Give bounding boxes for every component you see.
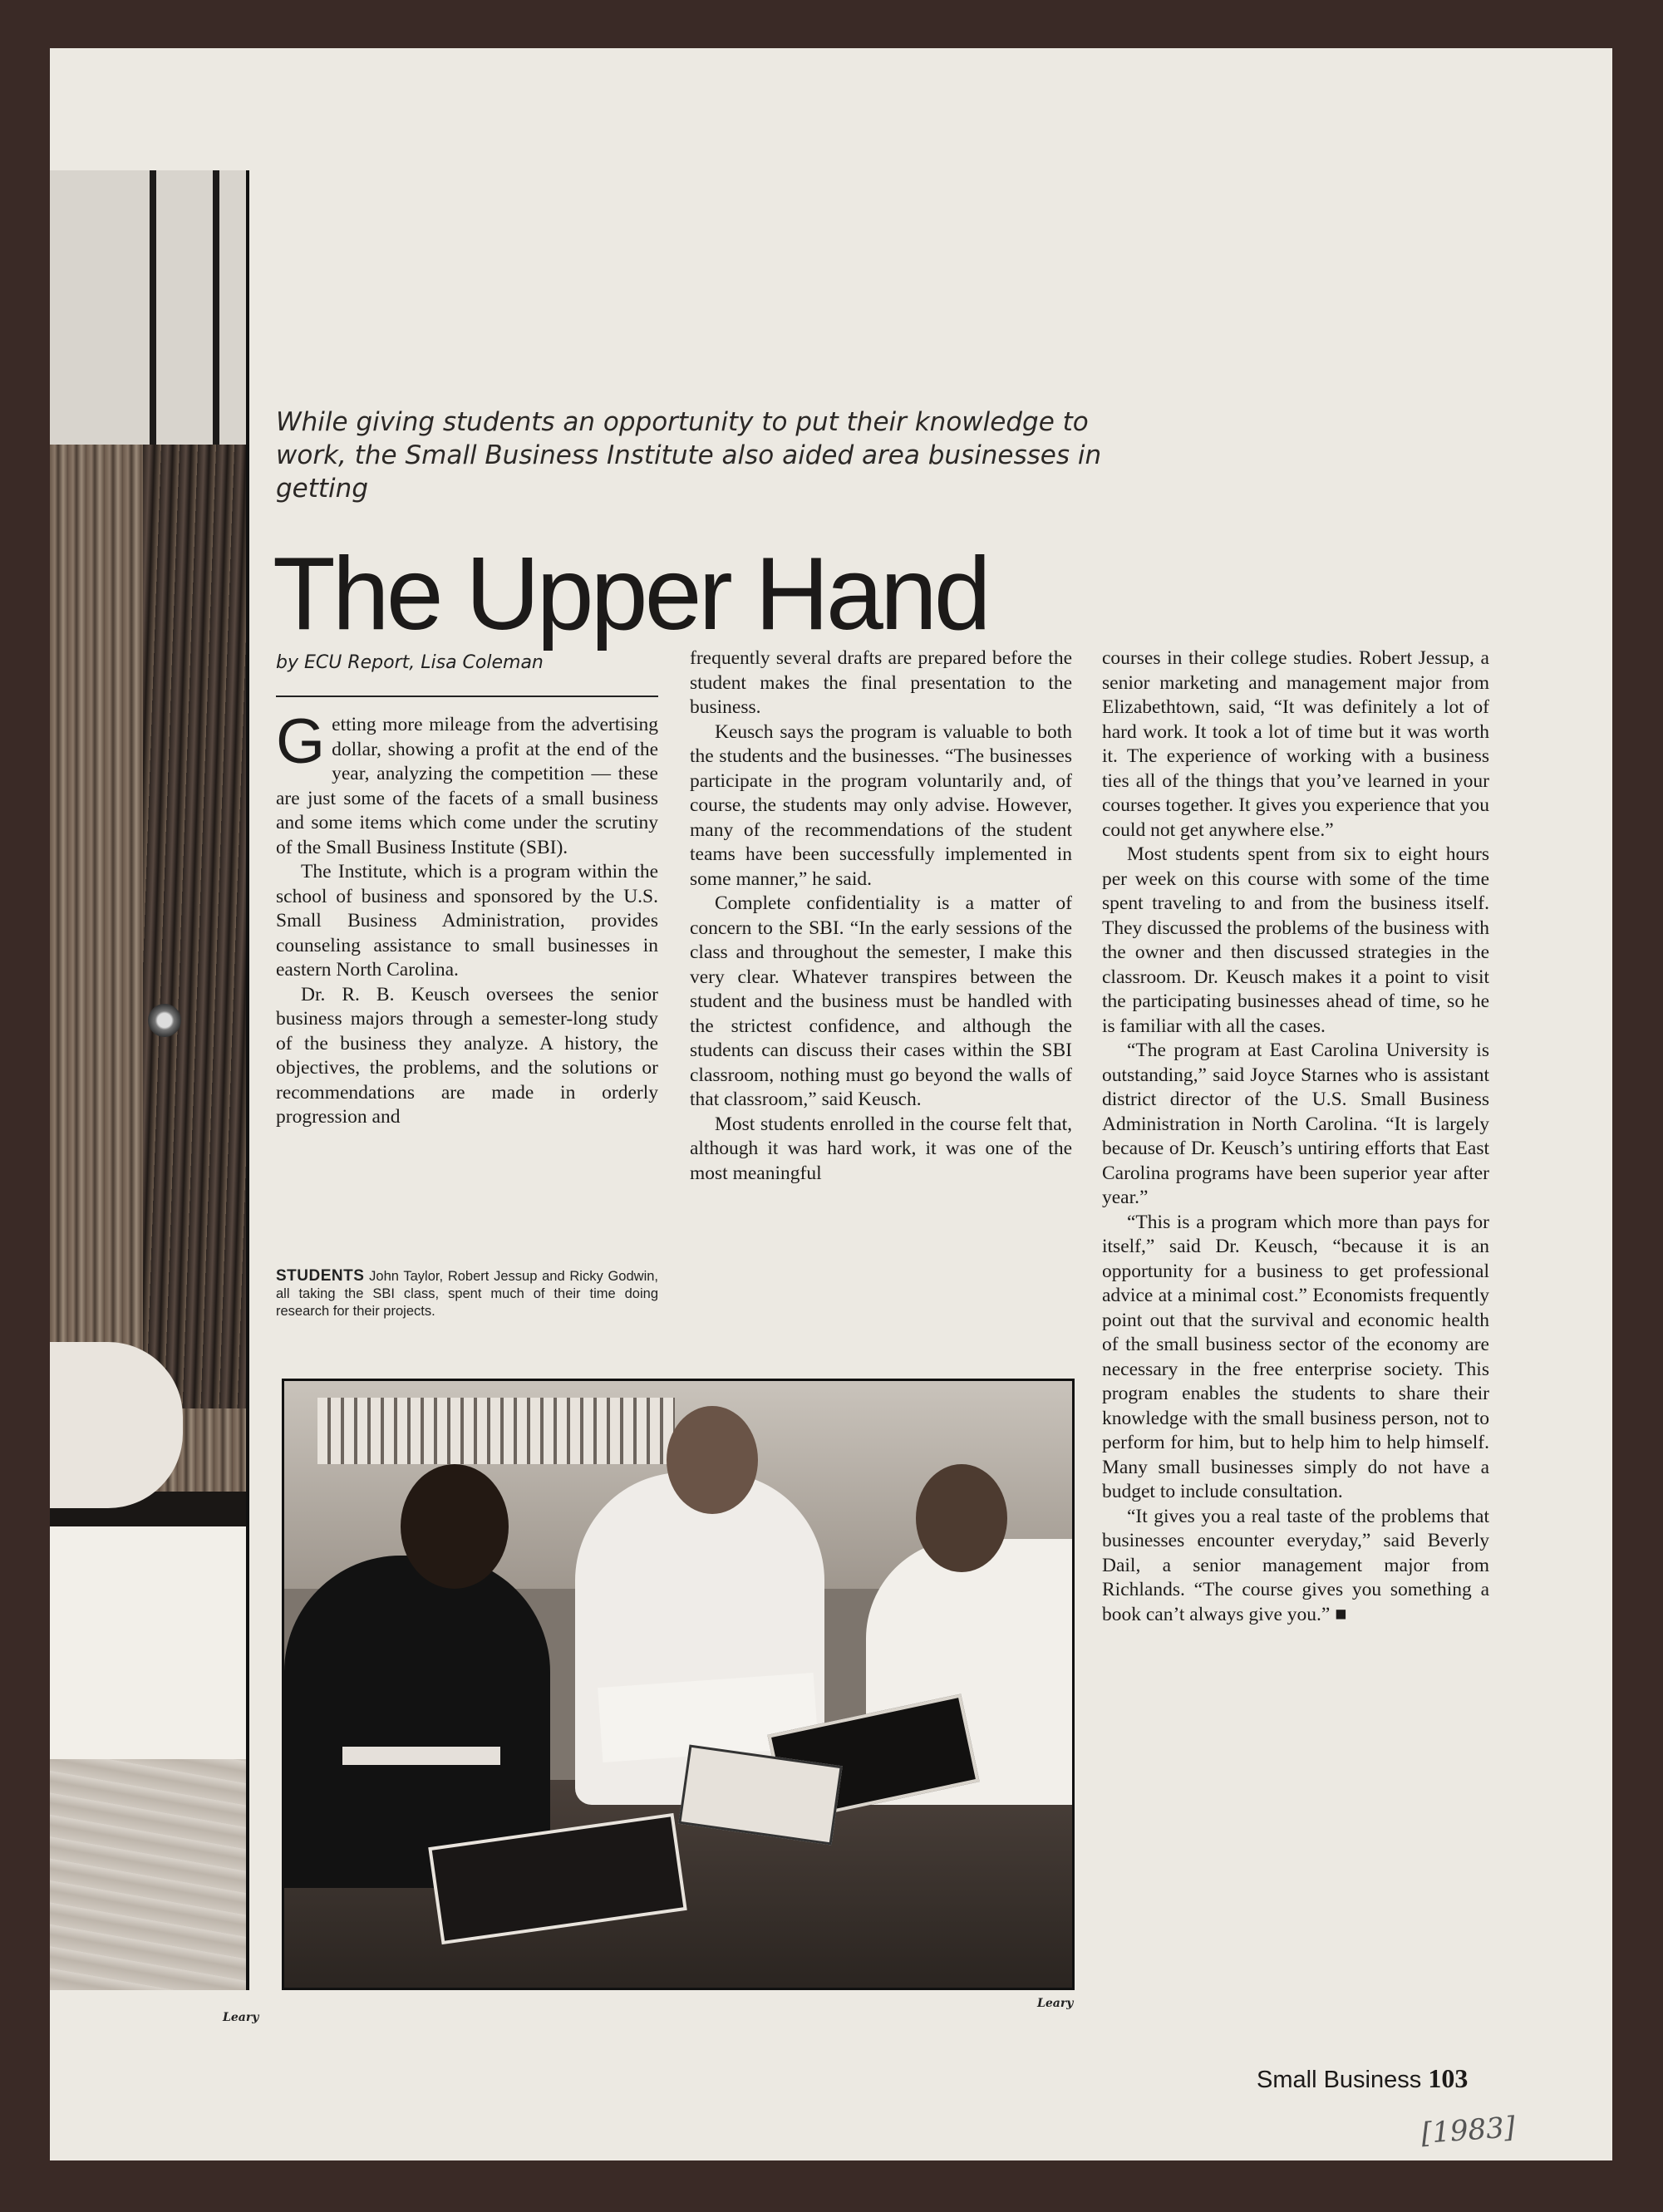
magazine-page (50, 48, 1612, 2160)
paragraph-5: Keusch says the program is valuable to both the students and the businesses. “The businesses participate in the program voluntarily and, of course, the students may only advise. However, many of the recommendations of the student teams have been successfully implemented in some manner,” he said. (690, 720, 1072, 890)
article-headline: The Upper Hand (273, 537, 988, 651)
window-background (50, 170, 246, 445)
paragraph-9: Most students spent from six to eight hours per week on this course with some of the time spent traveling to and from the business itself. They discussed the problems of the business with the owner and then discussed strategies in the classroom. Dr. Keusch makes it a point to visit the participating businesses ahead of time, so he is familiar with all the cases. (1102, 843, 1489, 1037)
caption-lead: STUDENTS (276, 1267, 365, 1285)
photo-caption: STUDENTS John Taylor, Robert Jessup and Ricky Godwin, all taking the SBI class, spent much of their time doing research for their projects. (276, 1267, 658, 1319)
drop-cap: G (276, 706, 326, 777)
left-photo-desk (50, 170, 249, 1990)
byline: by ECU Report, Lisa Coleman (276, 652, 544, 673)
handwritten-year: [1983] (1419, 2111, 1517, 2151)
paragraph-10: “The program at East Carolina University is outstanding,” said Joyce Starnes who is assistant district director of the U.S. Small Business Administration in North Carolina. “It is largely because of Dr. Keusch’s untiring efforts that East Carolina programs have been superior year after year.” (1102, 1040, 1489, 1208)
paragraph-8: courses in their college studies. Robert Jessup, a senior marketing and management major from Elizabethtown, said, “It was definitely a lot of hard work. It took a lot of time but it was worth it. The experience of working with a business ties all of the things that you’ve learned in your courses together. It gives you experience that you could not get anywhere else.” (1102, 647, 1489, 841)
paragraph-6: Complete confidentiality is a matter of concern to the SBI. “In the early sessions of the class and throughout the semester, I make this very clear. Whatever transpires between the student and the business must be handled with the strictest confidence, and although the students can discuss their cases within the SBI classroom, nothing must go beyond the walls of that classroom,” said Keusch. (690, 892, 1072, 1110)
article-column-1 (276, 706, 658, 1130)
bookshelf (317, 1398, 675, 1464)
classroom-photo (282, 1379, 1075, 1990)
paragraph-7: Most students enrolled in the course felt that, although it was hard work, it was one of the most meaningful (690, 1113, 1072, 1184)
paragraph-11: “This is a program which more than pays for itself,” said Dr. Keusch, “because it is an opportunity for a business to get professional advice at a minimal cost.” Economists frequently point out that the survival and economic health of the small business sector of the economy are necessary in the free enterprise society. This program enables the students to share their knowledge with the small business person, not to perform for him, but to help him to help himself. Many small businesses simply do not have a budget to include consultation. (1102, 1211, 1489, 1502)
deck-subheadline: While giving students an opportunity to put their knowledge to work, the Small Business Institute also aided area businesses in getting (276, 407, 1102, 504)
article-column-2 (690, 646, 1072, 1186)
byline-divider (276, 696, 658, 697)
hand-with-pen (50, 1342, 183, 1508)
paragraph-2: The Institute, which is a program within the school of business and sponsored by the U.S. Small Business Administration, provides counseling assistance to small businesses in eastern North Carolina. (276, 861, 658, 981)
lock-icon (148, 1004, 181, 1037)
page-footer (1257, 2063, 1468, 2094)
paragraph-1: Getting more mileage from the advertising dollar, showing a profit at the end of the year, analyzing the competition — these are just some of the facets of a small business and some items which come under the scrutiny of the Small Business Institute (SBI). (276, 706, 658, 858)
end-mark: ■ (1335, 1603, 1347, 1625)
paragraph-4: frequently several drafts are prepared before the student makes the final presentation to the business. (690, 647, 1072, 718)
paragraph-3: Dr. R. B. Keusch oversees the senior business majors through a semester-long study of the business they analyze. A history, the objectives, the problems, and the solutions or recommendations are made in orderly progression and (276, 983, 658, 1128)
desk-drawer-front (143, 445, 246, 1408)
section-name: Small Business (1257, 2067, 1422, 2093)
left-photo-credit: Leary (223, 2011, 259, 2024)
classroom-photo-credit: Leary (1037, 1997, 1074, 2010)
article-column-3 (1102, 646, 1489, 1627)
page-number: 103 (1428, 2063, 1469, 2093)
paper-sheet (50, 1526, 246, 1759)
paragraph-12: “It gives you a real taste of the problems that businesses encounter everyday,” said Beverly Dail, a senior management major from Richlands. “The course gives you something a book can’t always give you.” ■ (1102, 1505, 1489, 1625)
